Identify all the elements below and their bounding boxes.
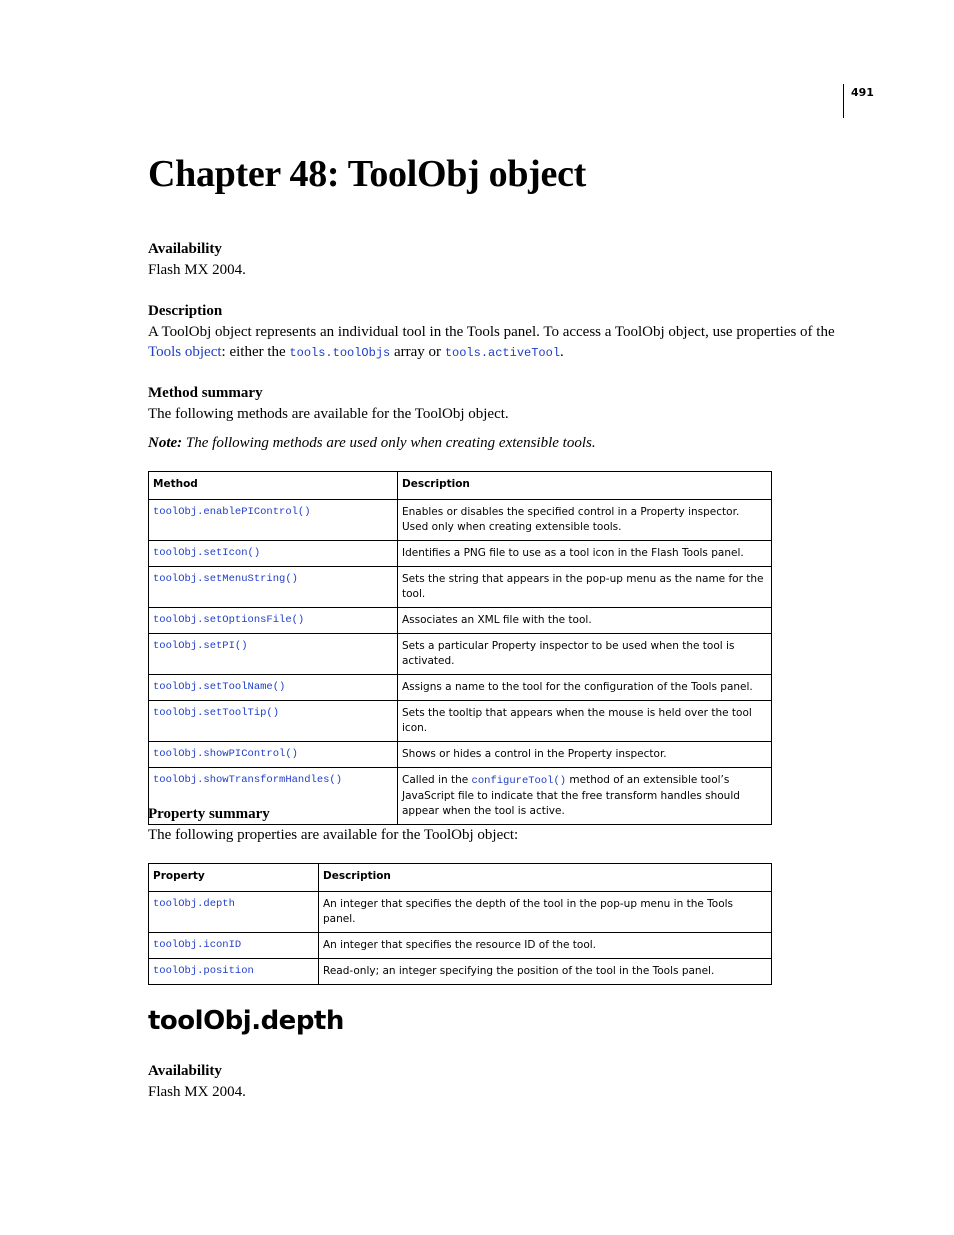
column-header-description: Description (398, 472, 772, 500)
method-description: Assigns a name to the tool for the configuration of the Tools panel. (398, 675, 772, 701)
column-header-description: Description (319, 864, 772, 892)
tools-object-link[interactable]: Tools object (148, 344, 222, 360)
note-label: Note: (148, 435, 183, 451)
method-summary-table (148, 471, 772, 825)
tools-activetool-link[interactable]: tools.activeTool (444, 346, 561, 360)
table-header-row (149, 472, 772, 500)
property-summary-heading: Property summary (148, 806, 270, 822)
description-line-2: Tools object: either the tools.toolObjs array or tools.activeTool. (148, 344, 564, 360)
table-row (149, 675, 772, 701)
method-description: Sets a particular Property inspector to be used when the tool is activated. (398, 634, 772, 675)
description-line-1: A ToolObj object represents an individual tool in the Tools panel. To access a ToolObj object, use properties of the (148, 324, 835, 340)
method-link[interactable]: toolObj.setMenuString() (149, 567, 398, 608)
availability-heading: Availability (148, 241, 222, 257)
table-row (149, 742, 772, 768)
method-link[interactable]: toolObj.setToolTip() (149, 701, 398, 742)
method-link[interactable]: toolObj.setOptionsFile() (149, 608, 398, 634)
table-row (149, 634, 772, 675)
property-description: Read-only; an integer specifying the position of the tool in the Tools panel. (319, 959, 772, 985)
method-link[interactable]: toolObj.setToolName() (149, 675, 398, 701)
method-summary-intro: The following methods are available for the ToolObj object. (148, 406, 509, 422)
method-description: Enables or disables the specified control in a Property inspector. Used only when creating extensible tools. (398, 500, 772, 541)
method-summary-heading: Method summary (148, 385, 263, 401)
table-row (149, 933, 772, 959)
section-heading-toolobj-depth: toolObj.depth (148, 1006, 344, 1036)
method-description: Sets the tooltip that appears when the mouse is held over the tool icon. (398, 701, 772, 742)
tools-toolobjs-link[interactable]: tools.toolObjs (289, 346, 391, 360)
table-row (149, 608, 772, 634)
table-row (149, 500, 772, 541)
property-summary-intro: The following properties are available for the ToolObj object: (148, 827, 519, 843)
property-link[interactable]: toolObj.iconID (149, 933, 319, 959)
property-description: An integer that specifies the depth of the tool in the pop-up menu in the Tools panel. (319, 892, 772, 933)
method-description: Sets the string that appears in the pop-up menu as the name for the tool. (398, 567, 772, 608)
method-summary-note: Note: The following methods are used only when creating extensible tools. (148, 435, 596, 451)
method-description: Associates an XML file with the tool. (398, 608, 772, 634)
table-row (149, 701, 772, 742)
page-number: 491 (851, 86, 874, 99)
availability-text: Flash MX 2004. (148, 262, 246, 278)
depth-availability-text: Flash MX 2004. (148, 1084, 246, 1100)
page-number-rule (843, 84, 844, 118)
table-row (149, 541, 772, 567)
column-header-method: Method (149, 472, 398, 500)
method-link[interactable]: toolObj.showPIControl() (149, 742, 398, 768)
description-heading: Description (148, 303, 223, 319)
method-description: Identifies a PNG file to use as a tool icon in the Flash Tools panel. (398, 541, 772, 567)
property-description: An integer that specifies the resource ID of the tool. (319, 933, 772, 959)
property-link[interactable]: toolObj.position (149, 959, 319, 985)
table-row (149, 892, 772, 933)
method-link[interactable]: toolObj.setIcon() (149, 541, 398, 567)
method-link[interactable]: toolObj.setPI() (149, 634, 398, 675)
method-description: Shows or hides a control in the Property inspector. (398, 742, 772, 768)
table-row (149, 959, 772, 985)
property-link[interactable]: toolObj.depth (149, 892, 319, 933)
method-link[interactable]: toolObj.enablePIControl() (149, 500, 398, 541)
property-summary-table (148, 863, 772, 985)
method-link[interactable]: toolObj.showTransformHandles() (149, 768, 398, 825)
depth-availability-heading: Availability (148, 1063, 222, 1079)
table-header-row (149, 864, 772, 892)
table-row (149, 567, 772, 608)
method-description: Called in the configureTool() method of an extensible tool’s JavaScript file to indicate that the free transform handles should appear when the tool is active. (398, 768, 772, 825)
configuretool-link[interactable]: configureTool() (471, 775, 567, 787)
chapter-title: Chapter 48: ToolObj object (148, 153, 587, 195)
column-header-property: Property (149, 864, 319, 892)
